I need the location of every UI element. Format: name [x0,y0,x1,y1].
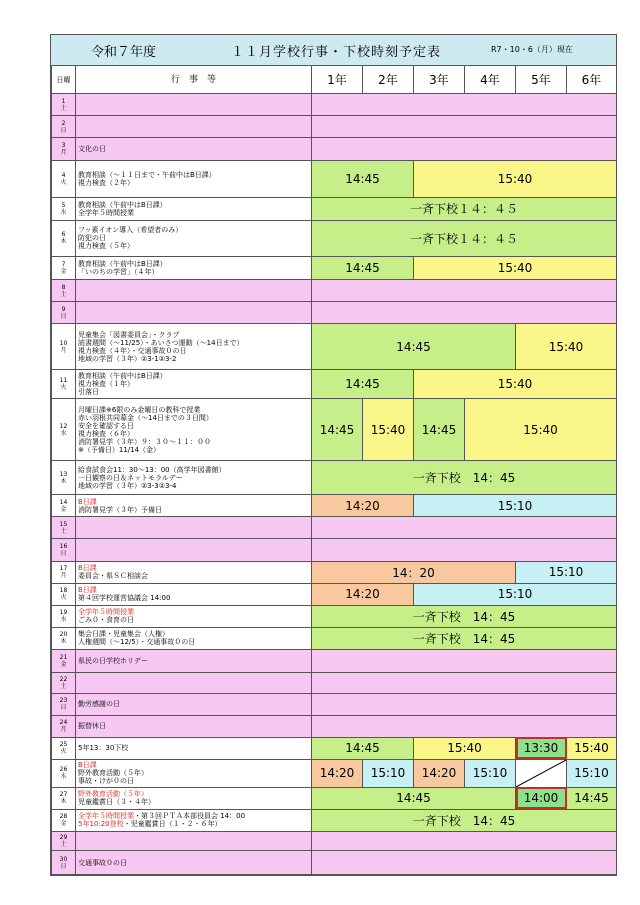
weekday: 月 [60,149,67,157]
weekday: 金 [60,505,67,513]
day-row [52,759,617,787]
day-number: 18 [59,587,68,595]
event-line: B日課 [78,497,97,506]
events-cell [76,715,312,737]
day-row [52,737,617,759]
event-line: 全学年５時間授業 [78,608,134,617]
day-row [52,672,617,693]
event-line: 安全を確認する日 [78,421,134,430]
events-cell [76,693,312,715]
day-number: 13 [59,470,68,478]
day-cell [52,495,76,517]
events-cell [76,672,312,693]
event-line: ※（予備日）11/14（金） [78,445,161,454]
day-cell [52,583,76,605]
event-line: 全学年５時間授業・第３回ＰＴＡ本部役員会 14：00 [78,812,246,821]
day-cell [52,161,76,197]
weekday: 土 [60,841,67,849]
dismissal-time-cell: 14:20 [312,583,414,605]
schedule-sheet [50,34,617,876]
dismissal-time-cell: 15:10 [414,495,617,517]
events-cell [76,561,312,583]
day-number: 17 [59,565,68,573]
event-line: 赤い羽根共同募金（～14日までの３日間） [78,413,213,422]
time-cell [312,517,617,539]
day-row [52,369,617,399]
event-line: 児童集会「図書委員会」・クラブ [78,330,180,339]
event-line: 集会日課・児童集会（人権） [78,630,169,639]
weekday: 火 [60,594,67,602]
day-number: 6 [61,231,66,239]
event-line: 全学年５時間授業 [78,208,134,217]
event-line: 視力検査（５年） [78,242,134,251]
grade-header: 2年 [363,66,414,94]
day-cell [52,116,76,138]
day-cell [52,715,76,737]
day-row [52,605,617,627]
events-cell [76,539,312,561]
events-cell [76,649,312,672]
day-cell [52,324,76,369]
day-cell [52,517,76,539]
schedule-body [52,94,617,875]
day-number: 28 [59,813,68,821]
event-line: 教育相談（～１１日まで・午前中はB日課） [78,170,216,179]
day-number: 2 [61,119,66,127]
weekday: 日 [60,550,67,557]
events-cell [76,324,312,369]
event-line: 県民の日学校ホリデー [78,656,148,665]
day-row [52,831,617,851]
weekday: 木 [60,798,67,806]
day-number: 22 [59,675,68,683]
event-line: B日課 [78,761,97,770]
events-cell [76,94,312,116]
weekday: 木 [60,477,67,485]
event-line: 地域の学習（３年）②3-3②3-4 [78,481,177,490]
events-cell [76,369,312,399]
day-header: 日曜 [52,66,76,94]
day-row [52,116,617,138]
day-number: 14 [59,498,68,506]
dismissal-time-cell: 15:40 [414,257,617,280]
page-title: １１月学校行事・下校時刻予定表 [231,45,442,60]
day-cell [52,787,76,809]
day-row [52,495,617,517]
dismissal-time-cell: 14：20 [312,561,516,583]
day-cell [52,672,76,693]
day-cell [52,369,76,399]
day-row [52,138,617,161]
day-row [52,693,617,715]
event-line: 視力検査（２年） [78,178,134,187]
weekday: 月 [60,346,67,354]
day-cell [52,851,76,875]
events-cell [76,605,312,627]
event-line: 一日観察の日＆ネットモラルデー [78,473,183,482]
day-number: 26 [59,766,68,774]
day-number: 25 [59,741,68,749]
dismissal-time-cell: 13:30 [516,737,567,759]
day-cell [52,831,76,851]
day-cell [52,197,76,220]
day-row [52,851,617,875]
events-cell [76,280,312,302]
dismissal-time-cell: 15:10 [414,583,617,605]
grade-header: 3年 [414,66,465,94]
event-line: 消防署見学（３年）９：３０～１１：００ [78,437,211,446]
event-line: 「いのちの学習」（４年） [78,268,159,277]
dismissal-time-cell: 14:00 [516,787,567,809]
dismissal-time-cell: 15:40 [516,324,617,369]
dismissal-time-cell: 14:45 [414,399,465,461]
dismissal-time-cell: 一斉下校 14：45 [312,627,617,649]
events-cell [76,116,312,138]
events-cell [76,461,312,495]
event-line: 人権週間（～12/5）・交通事故０の日 [78,638,196,647]
grade-header: 6年 [567,66,617,94]
events-cell [76,809,312,831]
dismissal-time-cell: 15:10 [567,759,617,787]
weekday: 土 [60,682,67,690]
time-cell [312,539,617,561]
time-cell [312,302,617,324]
day-number: 3 [61,142,66,150]
dismissal-time-cell: 15:40 [414,737,516,759]
day-number: 12 [59,422,68,430]
events-cell [76,627,312,649]
events-cell [76,583,312,605]
day-number: 1 [61,97,66,105]
weekday: 火 [60,384,67,392]
dismissal-time-cell: 15:40 [567,737,617,759]
day-row [52,461,617,495]
event-line: 野外教育活動（５年） [78,769,148,778]
weekday: 土 [60,527,67,535]
event-line: 消防署見学（３年）予備日 [78,505,162,514]
event-line: 勤労感謝の日 [78,700,120,709]
dismissal-time-cell [516,759,567,787]
weekday: 火 [60,178,67,186]
event-line: 教育相談（午前中はB日課） [78,260,167,269]
dismissal-time-cell: 15:40 [465,399,617,461]
day-cell [52,94,76,116]
day-cell [52,561,76,583]
event-line: 月曜日課※6限のみ金曜日の教科で授業 [78,405,201,414]
dismissal-time-cell: 14:45 [312,257,414,280]
events-cell [76,399,312,461]
grade-header: 4年 [465,66,516,94]
weekday: 火 [60,748,67,756]
day-row [52,715,617,737]
time-cell [312,94,617,116]
event-line: 地域の学習（３年）②3-1②3-2 [78,354,177,363]
event-line: 委員会・県ＳＣ相談会 [78,572,148,581]
day-number: 20 [59,631,68,639]
day-row [52,280,617,302]
events-header: 行 事 等 [76,66,312,94]
event-line: 教育相談（午前中はB日課） [78,372,167,381]
dismissal-time-cell: 一斉下校 14：45 [312,809,617,831]
weekday: 金 [60,820,67,828]
events-cell [76,831,312,851]
day-number: 16 [59,543,68,550]
dismissal-time-cell: 14:20 [312,759,363,787]
day-number: 4 [61,171,66,179]
day-row [52,324,617,369]
weekday: 日 [60,862,67,870]
weekday: 水 [60,208,67,216]
day-row [52,220,617,256]
day-row [52,517,617,539]
day-cell [52,737,76,759]
dismissal-time-cell: 14:45 [312,324,516,369]
dismissal-time-cell: 15:40 [363,399,414,461]
dismissal-time-cell: 一斉下校 14：45 [312,605,617,627]
event-line: 視力検査（４年）・交通事故０の日 [78,346,187,355]
dismissal-time-cell: 15:40 [414,161,617,197]
day-cell [52,693,76,715]
events-cell [76,138,312,161]
day-number: 29 [59,834,68,842]
title-bar [51,35,616,66]
day-cell [52,220,76,256]
weekday: 月 [60,726,67,734]
weekday: 土 [60,104,67,112]
event-line: 5年13：30下校 [78,744,129,753]
weekday: 水 [60,429,67,437]
day-row [52,94,617,116]
weekday: 土 [60,290,67,298]
weekday: 月 [60,572,67,580]
day-row [52,399,617,461]
events-cell [76,495,312,517]
day-row [52,627,617,649]
events-cell [76,302,312,324]
event-line: 第４回学校運営協議会 14:00 [78,594,171,603]
weekday: 金 [60,268,67,276]
dismissal-time-cell: 一斉下校 14：45 [312,461,617,495]
day-number: 19 [59,609,68,617]
day-number: 5 [61,201,66,209]
event-line: B日課 [78,586,97,595]
dismissal-time-cell: 15:10 [516,561,617,583]
day-cell [52,138,76,161]
event-line: 引落日 [78,388,99,397]
event-line: 交通事故０の日 [78,858,127,867]
event-line: B日課 [78,564,97,573]
day-number: 15 [59,520,68,528]
event-line: 5年10:20登校・児童鑑賞日（１・２・６年） [78,820,222,829]
day-row [52,583,617,605]
day-number: 27 [59,791,68,799]
day-row [52,257,617,280]
day-number: 10 [59,339,68,347]
dismissal-time-cell: 一斉下校１４：４５ [312,197,617,220]
dismissal-time-cell: 15:40 [414,369,617,399]
dismissal-time-cell: 14:45 [312,399,363,461]
day-number: 23 [59,697,68,705]
weekday: 金 [60,660,67,668]
dismissal-time-cell: 14:20 [414,759,465,787]
day-number: 8 [61,283,66,291]
event-line: 給食試食会11：30～13：00（高学年図書館） [78,465,226,474]
time-cell [312,831,617,851]
time-cell [312,280,617,302]
day-row [52,787,617,809]
dismissal-time-cell: 15:10 [363,759,414,787]
day-cell [52,627,76,649]
time-cell [312,715,617,737]
dismissal-time-cell: 15:10 [465,759,516,787]
events-cell [76,851,312,875]
dismissal-time-cell: 14:20 [312,495,414,517]
header-row [52,66,617,94]
dismissal-time-cell: 14:45 [312,161,414,197]
dismissal-time-cell: 一斉下校１４：４５ [312,220,617,256]
day-row [52,649,617,672]
schedule-table [51,65,617,875]
grade-header: 1年 [312,66,363,94]
day-cell [52,605,76,627]
events-cell [76,737,312,759]
event-line: 野外教育活動（５年） [78,790,148,799]
day-cell [52,280,76,302]
events-cell [76,787,312,809]
weekday: 木 [60,238,67,246]
day-number: 21 [59,653,68,661]
day-cell [52,302,76,324]
day-row [52,302,617,324]
time-cell [312,693,617,715]
event-line: 視力検査（６年） [78,429,134,438]
dismissal-time-cell: 14:45 [312,369,414,399]
events-cell [76,220,312,256]
fiscal-year: 令和７年度 [91,45,157,60]
event-line: 振替休日 [78,722,106,731]
weekday: 日 [60,704,67,712]
time-cell [312,138,617,161]
day-row [52,539,617,561]
time-cell [312,649,617,672]
event-line: 防犯の日 [78,234,106,243]
day-cell [52,461,76,495]
event-line: 読書週間（～11/25）・あいさつ運動（～14日まで） [78,338,244,347]
time-cell [312,116,617,138]
weekday: 日 [60,312,67,320]
event-line: 事故・けが０の日 [78,777,134,786]
dismissal-time-cell: 14:45 [312,737,414,759]
events-cell [76,257,312,280]
day-number: 24 [59,719,68,727]
weekday: 水 [60,616,67,624]
weekday: 木 [60,638,67,646]
day-cell [52,257,76,280]
day-cell [52,809,76,831]
event-line: 児童鑑賞日（３・４年） [78,798,155,807]
as-of-date: R7・10・6（月）現在 [491,45,573,54]
event-line: ごみ０・食育の日 [78,616,134,625]
event-line: 教育相談（午前中はB日課） [78,200,167,209]
events-cell [76,197,312,220]
dismissal-time-cell: 14:45 [567,787,617,809]
day-row [52,809,617,831]
events-cell [76,759,312,787]
weekday: 日 [60,126,67,134]
day-cell [52,399,76,461]
day-number: 30 [59,855,68,863]
day-number: 11 [59,377,68,385]
day-cell [52,759,76,787]
day-row [52,161,617,197]
time-cell [312,672,617,693]
events-cell [76,161,312,197]
day-number: 9 [61,305,66,313]
dismissal-time-cell: 14:45 [312,787,516,809]
event-line: 視力検査（１年） [78,380,134,389]
day-row [52,561,617,583]
time-cell [312,851,617,875]
day-cell [52,649,76,672]
grade-header: 5年 [516,66,567,94]
day-cell [52,539,76,561]
day-row [52,197,617,220]
day-number: 7 [61,261,66,269]
event-line: 文化の日 [78,145,106,154]
weekday: 水 [60,773,67,781]
events-cell [76,517,312,539]
event-line: フッ素イオン導入（希望者のみ） [78,226,183,235]
